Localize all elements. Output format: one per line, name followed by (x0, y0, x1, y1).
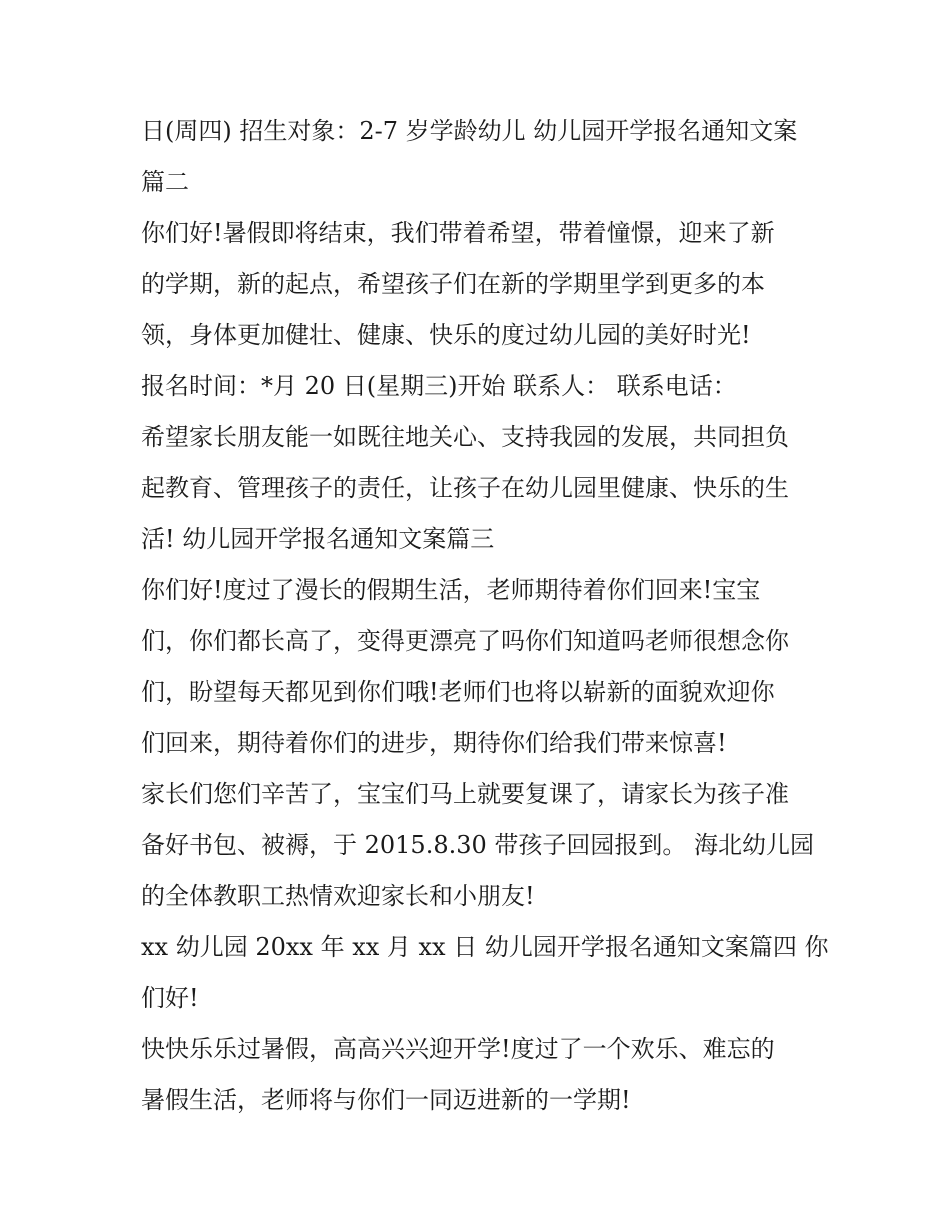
text-line: 备好书包、被褥，于 2015.8.30 带孩子回园报到。 海北幼儿园 (141, 831, 815, 859)
text-line: 你们好!度过了漫长的假期生活，老师期待着你们回来!宝宝 (141, 576, 761, 604)
text-line: 们回来，期待着你们的进步，期待你们给我们带来惊喜! (141, 729, 727, 757)
text-line: 们，盼望每天都见到你们哦!老师们也将以崭新的面貌欢迎你 (141, 678, 775, 706)
text-line: 报名时间：*月 20 日(星期三)开始 联系人： 联系电话： (141, 372, 737, 400)
text-line: 们，你们都长高了，变得更漂亮了吗你们知道吗老师很想念你 (141, 627, 789, 655)
text-line: 起教育、管理孩子的责任，让孩子在幼儿园里健康、快乐的生 (141, 474, 789, 502)
text-line: 活! 幼儿园开学报名通知文案篇三 (141, 525, 495, 553)
text-line: 的学期，新的起点，希望孩子们在新的学期里学到更多的本 (141, 270, 765, 298)
text-line: 篇二 (141, 168, 189, 196)
text-line: 日(周四) 招生对象：2-7 岁学龄幼儿 幼儿园开学报名通知文案 (141, 117, 798, 145)
text-line: 的全体教职工热情欢迎家长和小朋友! (141, 882, 535, 910)
text-line: 快快乐乐过暑假，高高兴兴迎开学!度过了一个欢乐、难忘的 (141, 1035, 775, 1063)
text-line: 们好! (141, 984, 199, 1012)
text-line: 领，身体更加健壮、健康、快乐的度过幼儿园的美好时光! (141, 321, 751, 349)
text-line: 你们好!暑假即将结束，我们带着希望，带着憧憬，迎来了新 (141, 219, 775, 247)
text-line: 希望家长朋友能一如既往地关心、支持我园的发展，共同担负 (141, 423, 789, 451)
text-line: 家长们您们辛苦了，宝宝们马上就要复课了，请家长为孩子准 (141, 780, 789, 808)
text-line: 暑假生活，老师将与你们一同迈进新的一学期! (141, 1086, 631, 1114)
text-line: xx 幼儿园 20xx 年 xx 月 xx 日 幼儿园开学报名通知文案篇四 你 (141, 933, 829, 961)
document-body (141, 106, 829, 1126)
